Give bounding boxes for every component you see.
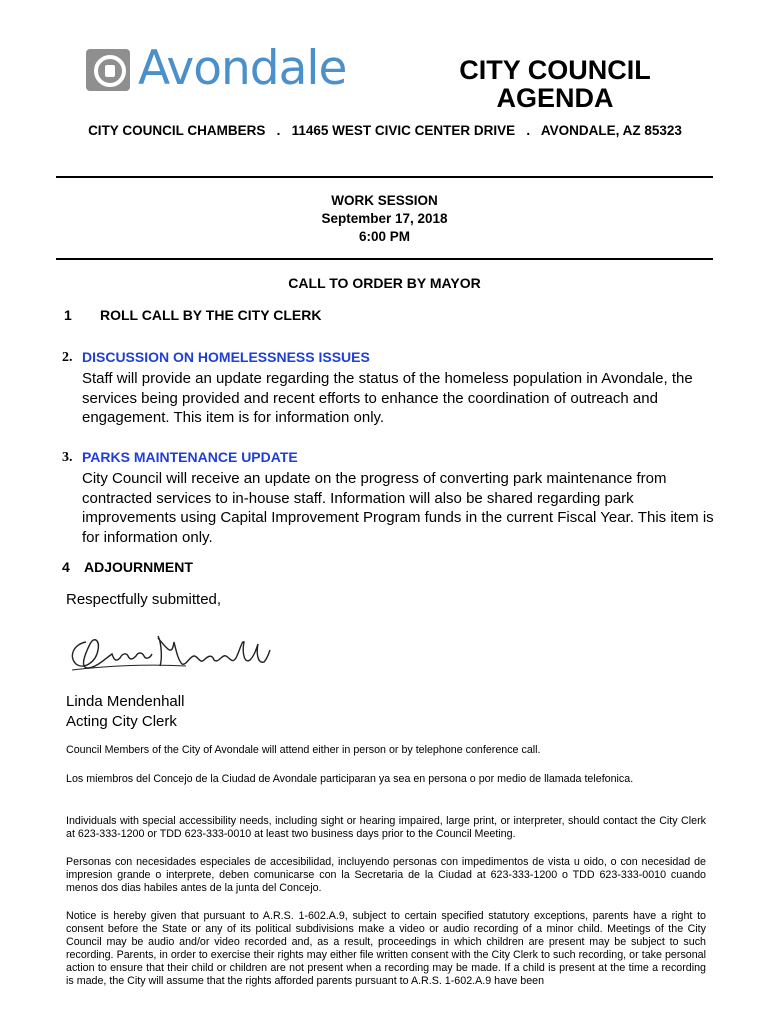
agenda-item-4 [62,559,702,579]
notice-accessibility: Individuals with special accessibility needs, including sight or hearing impaired, large print, or interpreter, should contact the City Clerk at 623-333-1200 or TDD 623-333-0010 at least two business days prior to the Council Meeting. [66,815,706,840]
item-number: 4 [62,559,70,575]
item-description: Staff will provide an update regarding the status of the homeless population in Avondale, the services being provided and recent efforts to enhance the coordination of outreach and engagement. This item is for information only. [82,370,693,426]
agenda-item-3 [62,448,722,548]
logo-wordmark: Avondale [138,41,347,96]
item-title-link[interactable]: PARKS MAINTENANCE UPDATE [82,449,298,465]
session-type: WORK SESSION [331,193,438,208]
agenda-item-2 [62,348,722,430]
item-title-link[interactable]: DISCUSSION ON HOMELESSNESS ISSUES [82,349,370,365]
item-description: City Council will receive an update on the progress of converting park maintenance from contracted services to in-house staff. Information will also be shared regarding park improvements using Capital Improvement Program funds in the current Fiscal Year. This item is for information only. [82,470,714,546]
notice-accessibility-spanish: Personas con necesidades especiales de accesibilidad, incluyendo personas con impedimentos de vista u oido, o con necesidad de impresion grande o interprete, deben comunicarse con la Secretaria de la Ciudad at 623-333-1200 o TDD 623-333-0010 cuando menos dos dias habiles antes de la junta del Concejo. [66,856,706,894]
session-time: 6:00 PM [358,229,411,244]
notice-attendance-spanish: Los miembros del Concejo de la Ciudad de Avondale participaran ya sea en persona o por medio de llamada telefonica. [66,773,634,785]
notice-recording: Notice is hereby given that pursuant to A.R.S. 1-602.A.9, subject to certain specified statutory exceptions, parents have a right to consent before the State or any of its political subdivisions make a video or audio recording of a minor child. Meetings of the City Council may be audio and/or video recorded and, as a result, proceedings in which children are present may be subject to such recording. Parents, in order to exercise their rights may either file written consent with the City Clerk to such recording, or take personal action to ensure that their child or children are not present when a recording may be made. If a child is present at the time a recording is made, the City will assume that the rights afforded parents pursuant to A.R.S. 1-602.A.9 have been [66,910,706,987]
signature-icon [66,620,276,682]
avondale-logo [86,41,376,96]
title-line-2: AGENDA [496,83,614,113]
item-title: ROLL CALL BY THE CITY CLERK [100,307,322,323]
divider-top [56,176,713,178]
signer-title: Acting City Clerk [66,713,177,730]
title-line-1: CITY COUNCIL [459,55,651,85]
divider-bottom [56,258,713,260]
signer-name: Linda Mendenhall [66,693,185,710]
agenda-item-1 [64,307,704,327]
item-title: ADJOURNMENT [84,559,193,575]
signer-block [66,692,184,732]
avondale-logo-mark-icon [86,49,130,91]
document-title [430,56,680,112]
notice-attendance: Council Members of the City of Avondale will attend either in person or by telephone conference call. [66,744,541,756]
session-date: September 17, 2018 [321,211,448,226]
session-info [56,192,713,246]
call-to-order-heading: CALL TO ORDER BY MAYOR [288,275,481,291]
address-line: CITY COUNCIL CHAMBERS . 11465 WEST CIVIC CENTER DRIVE . AVONDALE, AZ 85323 [88,123,682,138]
respectfully-submitted: Respectfully submitted, [66,591,222,608]
item-number: 1 [64,307,72,323]
item-number: 2. [62,350,73,365]
item-number: 3. [62,450,73,465]
